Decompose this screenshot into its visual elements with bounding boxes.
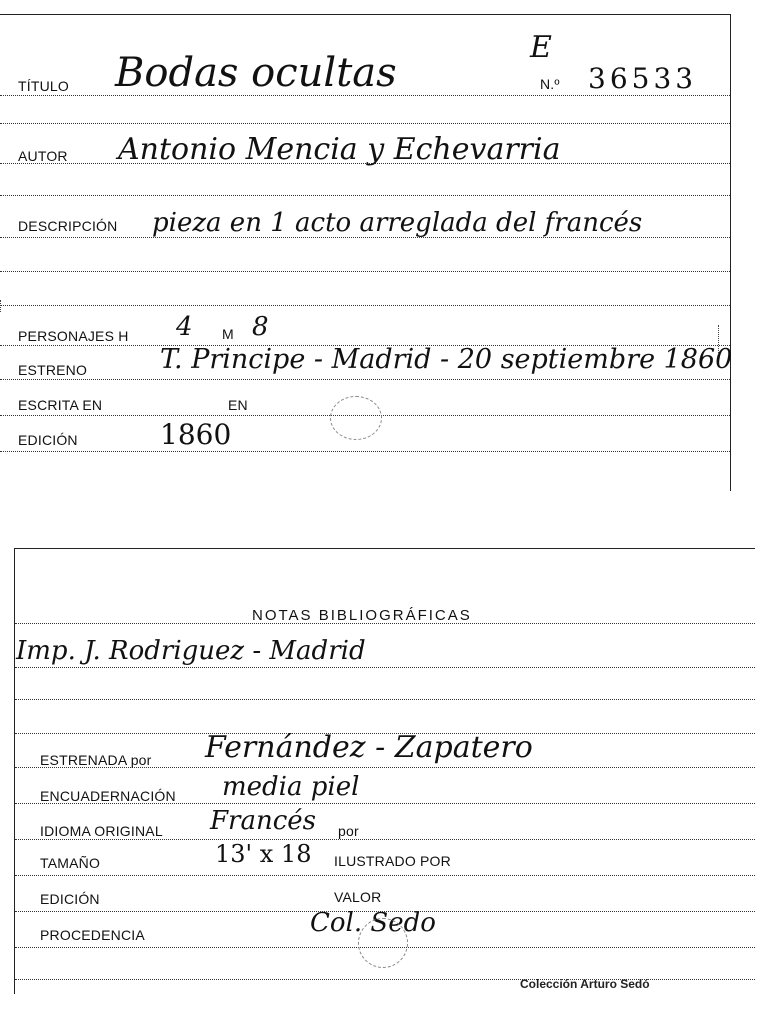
nota-value: Imp. J. Rodriguez - Madrid (16, 636, 366, 666)
procedencia-value: Col. Sedo (310, 908, 436, 938)
personajes-m-label: M (222, 326, 234, 342)
titulo-value: Bodas ocultas (115, 50, 397, 96)
rule (15, 875, 755, 876)
edicion-value: 1860 (160, 418, 232, 451)
estreno-label: ESTRENO (18, 362, 88, 378)
estrenada-label: ESTRENADA por (40, 752, 152, 768)
rule (0, 379, 730, 380)
n-value: 36533 (588, 62, 698, 95)
encuadernacion-value: media piel (222, 772, 360, 802)
descripcion-value: pieza en 1 acto arreglada del francés (152, 208, 643, 238)
ilustrado-label: ILUSTRADO POR (334, 853, 451, 869)
idioma-value: Francés (210, 806, 317, 836)
edicion-back-label: EDICIÓN (40, 891, 100, 907)
edicion-label: EDICIÓN (18, 432, 78, 448)
rule (15, 667, 755, 668)
encuadernacion-label: ENCUADERNACIÓN (40, 788, 176, 804)
tamano-label: TAMAÑO (40, 855, 101, 871)
collection-stamp: Colección Arturo Sedó (520, 977, 650, 991)
rule (0, 271, 730, 272)
paper-blemish (330, 396, 382, 440)
tamano-value: 13' x 18 (215, 840, 312, 868)
autor-label: AUTOR (18, 148, 68, 164)
idioma-label: IDIOMA ORIGINAL (40, 823, 163, 839)
personajes-label: PERSONAJES H (18, 328, 129, 344)
paper-blemish (358, 918, 408, 968)
estreno-value: T. Principe - Madrid - 20 septiembre 1860 (160, 344, 733, 375)
rule (0, 305, 730, 306)
rule (15, 699, 755, 700)
escrita-en-label: EN (228, 397, 248, 413)
side-tick (0, 300, 1, 312)
n-mark: E (530, 30, 552, 65)
estrenada-value: Fernández - Zapatero (205, 730, 533, 765)
titulo-label: TÍTULO (18, 78, 69, 94)
valor-label: VALOR (334, 889, 382, 905)
escrita-label: ESCRITA EN (18, 397, 103, 413)
descripcion-label: DESCRIPCIÓN (18, 218, 118, 234)
personajes-h-value: 4 (176, 312, 193, 342)
rule (0, 123, 730, 124)
n-label: N.º (540, 76, 560, 92)
procedencia-label: PROCEDENCIA (40, 927, 145, 943)
rule (0, 451, 730, 452)
autor-value: Antonio Mencia y Echevarria (118, 132, 561, 167)
rule (0, 195, 730, 196)
idioma-por-label: por (338, 823, 359, 839)
rule (15, 839, 755, 840)
notas-heading: NOTAS BIBLIOGRÁFICAS (252, 607, 472, 624)
personajes-m-value: 8 (252, 312, 269, 342)
